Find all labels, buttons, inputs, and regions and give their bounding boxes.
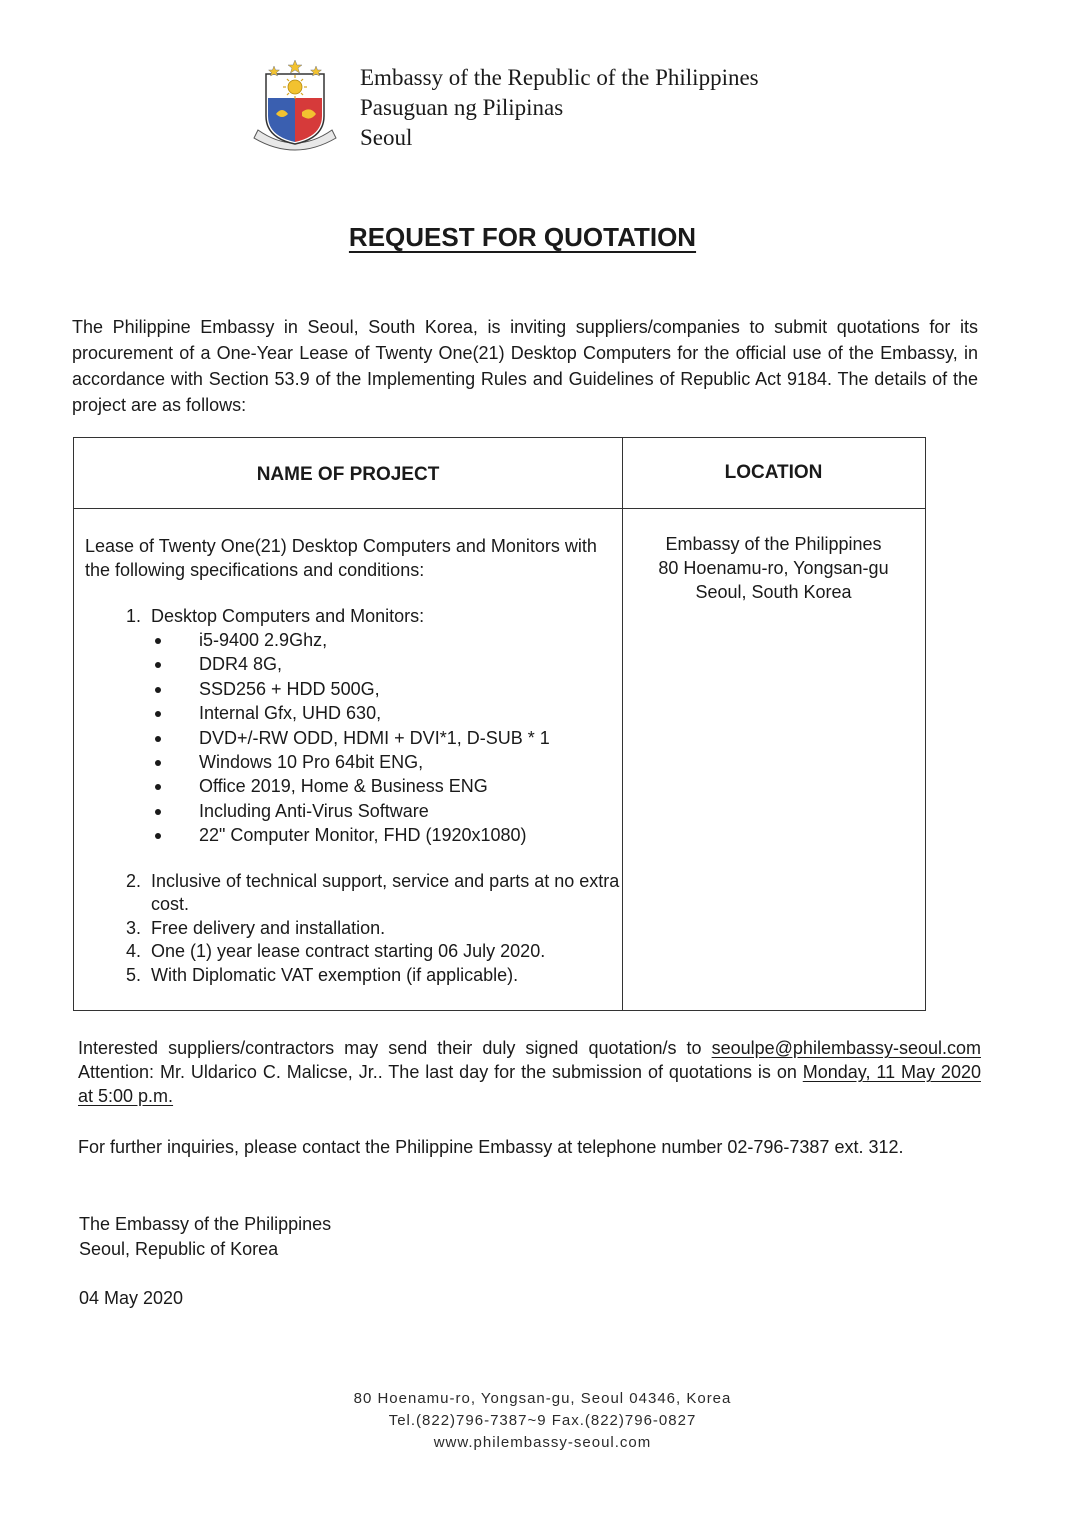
item-text: One (1) year lease contract starting 06 July 2020.	[151, 941, 546, 962]
location-line-1: Embassy of the Philippines	[665, 534, 882, 554]
letterhead-line-1: Embassy of the Republic of the Philippines	[360, 65, 759, 90]
signature-block	[79, 1212, 331, 1262]
item-text: With Diplomatic VAT exemption (if applicable).	[151, 964, 519, 985]
signature-line-1: The Embassy of the Philippines	[79, 1214, 332, 1234]
spec-item: SSD256 + HDD 500G,	[179, 677, 620, 701]
spec-item: 22" Computer Monitor, FHD (1920x1080)	[179, 823, 620, 847]
philippine-coat-of-arms-icon	[252, 58, 338, 154]
email-link[interactable]: seoulpe@philembassy-seoul.com	[711, 1038, 981, 1058]
spec-list	[179, 628, 620, 848]
footer	[0, 1388, 1065, 1454]
intro-paragraph: The Philippine Embassy in Seoul, South Korea, is inviting suppliers/companies to submit quotations for its procurement of a One-Year Lease of Twenty One(21) Desktop Computers for the official use of the Embassy, in accordance with Section 53.9 of the Implementing Rules and Guidelines of Republic Act 9184. The details of the project are as follows:	[72, 317, 978, 415]
inquiry-paragraph: For further inquiries, please contact the Philippine Embassy at telephone number 02-796-7387 ext. 312.	[78, 1137, 904, 1157]
location-line-2: 80 Hoenamu-ro, Yongsan-gu	[658, 558, 889, 578]
submission-text-2: Attention: Mr. Uldarico C. Malicse, Jr.. The last day for the submission of quotations is on	[78, 1062, 803, 1082]
table-column-divider	[622, 438, 623, 1010]
item-number: 1.	[125, 606, 141, 626]
header-name-of-project: NAME OF PROJECT	[256, 464, 440, 485]
deadline-text: Monday, 11 May 2020 at 5:00 p.m.	[78, 1062, 981, 1106]
item-text: Free delivery and installation.	[151, 917, 386, 938]
list-item	[113, 870, 620, 917]
item-number: 5.	[125, 964, 141, 985]
item-number: 4.	[125, 941, 141, 962]
letterhead-line-2: Pasuguan ng Pilipinas	[360, 95, 564, 120]
letterhead-line-3: Seoul	[360, 125, 413, 150]
location-cell	[622, 532, 925, 604]
spec-item: Including Anti-Virus Software	[179, 799, 620, 823]
header-location: LOCATION	[724, 462, 823, 483]
item-text: Desktop Computers and Monitors:	[151, 606, 425, 626]
signature-line-2: Seoul, Republic of Korea	[79, 1239, 279, 1259]
spec-item: Windows 10 Pro 64bit ENG,	[179, 750, 620, 774]
list-item	[113, 940, 620, 964]
footer-address: 80 Hoenamu-ro, Yongsan-gu, Seoul 04346, Korea	[353, 1390, 732, 1407]
project-cell	[85, 534, 620, 987]
list-item	[85, 604, 620, 628]
terms-list	[85, 870, 620, 988]
document-title: REQUEST FOR QUOTATION	[348, 222, 697, 252]
submission-text-1: Interested suppliers/contractors may send their duly signed quotation/s to	[78, 1038, 712, 1058]
spec-item: Office 2019, Home & Business ENG	[179, 774, 620, 798]
spec-item: Internal Gfx, UHD 630,	[179, 701, 620, 725]
list-item	[113, 917, 620, 941]
list-item	[113, 964, 620, 988]
submission-paragraph	[78, 1036, 981, 1108]
footer-website[interactable]: www.philembassy-seoul.com	[433, 1434, 652, 1451]
item-text: Inclusive of technical support, service and parts at no extra cost.	[151, 870, 620, 915]
spec-item: i5-9400 2.9Ghz,	[179, 628, 620, 652]
table-header-divider	[74, 508, 925, 509]
item-number: 2.	[125, 870, 141, 891]
document-date: 04 May 2020	[79, 1288, 184, 1308]
location-line-3: Seoul, South Korea	[695, 582, 852, 602]
spec-item: DVD+/-RW ODD, HDMI + DVI*1, D-SUB * 1	[179, 726, 620, 750]
letterhead	[252, 58, 759, 154]
item-number: 3.	[125, 917, 141, 938]
project-description: Lease of Twenty One(21) Desktop Computers and Monitors with the following specifications and conditions:	[85, 536, 597, 580]
project-table	[73, 437, 926, 1011]
spec-item: DDR4 8G,	[179, 652, 620, 676]
footer-contact: Tel.(822)796-7387~9 Fax.(822)796-0827	[388, 1412, 697, 1429]
